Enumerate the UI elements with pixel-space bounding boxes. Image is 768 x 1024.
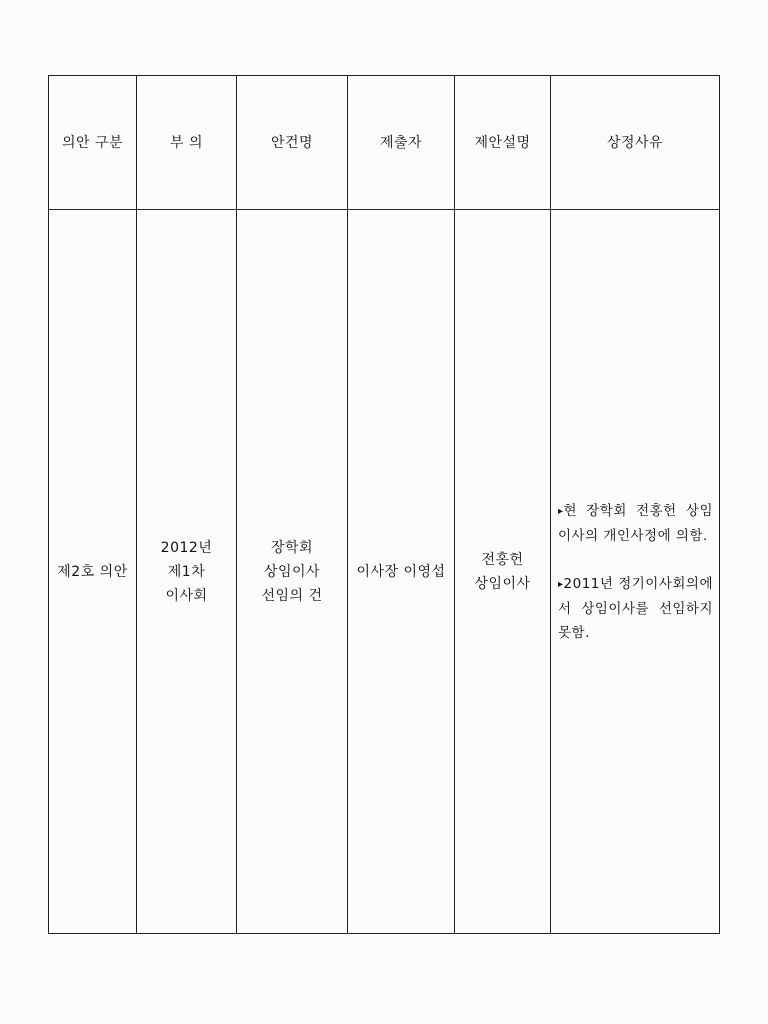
prior-line-year: 2012년	[160, 539, 213, 556]
triangle-bullet-icon: ▸	[558, 505, 564, 517]
cell-prior	[137, 210, 237, 934]
cell-reason	[551, 210, 720, 934]
cell-category: 제2호 의안	[49, 210, 137, 934]
cell-title	[237, 210, 348, 934]
explanation-line-2: 상임이사	[474, 575, 531, 592]
title-line-3: 선임의 건	[261, 587, 323, 604]
table-row	[49, 210, 720, 934]
header-prior: 부 의	[137, 76, 237, 210]
title-line-1: 장학회	[270, 539, 314, 556]
triangle-bullet-icon: ▸	[558, 578, 564, 590]
table-header-row	[49, 76, 720, 210]
title-line-2: 상임이사	[263, 563, 321, 580]
reason-item	[558, 572, 713, 645]
cell-explanation	[455, 210, 551, 934]
prior-line-board: 이사회	[165, 587, 208, 604]
explanation-line-1: 전홍헌	[481, 551, 524, 568]
reason-list	[551, 499, 719, 645]
cell-submitter: 이사장 이영섭	[348, 210, 455, 934]
reason-item	[558, 499, 713, 548]
reason-text: 2011년 정기이사회의에서 상임이사를 선임하지 못함.	[558, 575, 714, 641]
agenda-table	[48, 75, 720, 934]
header-explanation: 제안설명	[455, 76, 551, 210]
header-submitter: 제출자	[348, 76, 455, 210]
reason-text: 현 장학회 전홍헌 상임이사의 개인사정에 의함.	[558, 502, 713, 544]
header-reason: 상정사유	[551, 76, 720, 210]
header-category: 의안 구분	[49, 76, 137, 210]
header-title: 안건명	[237, 76, 348, 210]
prior-line-session: 제1차	[167, 563, 206, 580]
